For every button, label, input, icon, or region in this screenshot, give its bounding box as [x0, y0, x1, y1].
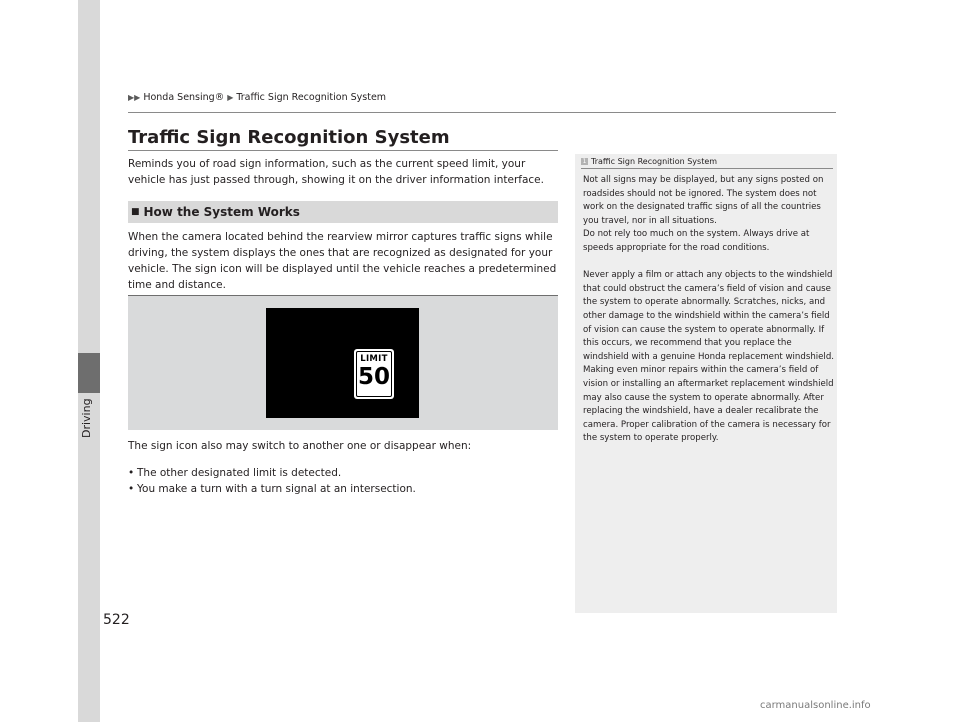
- side-note-box: [575, 154, 837, 613]
- note-body: [583, 174, 835, 446]
- intro-paragraph: Reminds you of road sign information, such as the current speed limit, your vehicle has just passed through, showing it on the driver information interface.: [128, 158, 544, 186]
- breadcrumb-item-traffic-sign[interactable]: Traffic Sign Recognition System: [236, 92, 387, 103]
- note-paragraph: Not all signs may be displayed, but any signs posted on roadsides should not be ignored. The system does not work on the designated traffic signs of all the countries you travel, nor in all situations.: [583, 175, 824, 226]
- square-bullet-icon: ■: [131, 207, 140, 217]
- note-heading-text[interactable]: Traffic Sign Recognition System: [591, 157, 718, 166]
- note-icon: 1: [582, 158, 587, 165]
- section-heading-bar: [128, 201, 558, 223]
- side-tab-label[interactable]: Driving: [80, 398, 93, 438]
- side-tab-active-segment: [78, 353, 100, 393]
- section-heading: How the System Works: [143, 205, 300, 219]
- page-number: 522: [103, 612, 130, 628]
- speed-limit-sign-icon: [354, 349, 394, 399]
- sign-number: 50: [357, 364, 390, 390]
- note-paragraph: Never apply a film or attach any objects to the windshield that could obstruct the camera’s field of vision and cause the system to operate abnormally. Scratches, nicks, and other damage to the windshield within the camera’s field of vision can cause the system to operate abnormally. If this occurs, we recommend that you replace the windshield with a genuine Honda replacement windshield. Making even minor repairs within the camera’s field of vision or installing an aftermarket replacement windshield may also cause the system to operate abnormally. After replacing the windshield, have a dealer recalibrate the camera. Proper calibration of the camera is necessary for the system to operate properly.: [583, 270, 835, 444]
- breadcrumb-arrow-icon: ▶: [227, 93, 234, 102]
- title-divider: [128, 150, 558, 151]
- breadcrumb: [128, 92, 386, 103]
- note-paragraph: Do not rely too much on the system. Always drive at speeds appropriate for the road conditions.: [583, 229, 810, 253]
- disappear-paragraph: The sign icon also may switch to another one or disappear when:: [128, 440, 472, 452]
- breadcrumb-item-honda-sensing[interactable]: Honda Sensing®: [143, 92, 225, 103]
- conditions-list: [128, 465, 558, 497]
- driver-info-screen: [266, 308, 419, 418]
- list-item: • You make a turn with a turn signal at an intersection.: [128, 481, 558, 497]
- note-heading: [581, 157, 833, 169]
- how-it-works-paragraph: When the camera located behind the rearview mirror captures traffic signs while driving, the system displays the ones that are recognized as designated for your vehicle. The sign icon will be displayed until the vehicle reaches a predetermined time and distance.: [128, 231, 557, 291]
- page-title: Traffic Sign Recognition System: [128, 127, 450, 148]
- watermark: carmanualsonline.info: [760, 700, 871, 711]
- side-tab-segment: [78, 0, 100, 353]
- header-divider: [128, 112, 836, 113]
- list-item: • The other designated limit is detected.: [128, 465, 558, 481]
- side-tab-strip: [78, 0, 100, 722]
- breadcrumb-arrow-icon: ▶▶: [128, 93, 141, 102]
- sign-word: LIMIT: [360, 354, 388, 364]
- sign-display-figure: [128, 295, 558, 430]
- sign-border: [356, 351, 392, 397]
- side-tab-segment: [78, 393, 100, 722]
